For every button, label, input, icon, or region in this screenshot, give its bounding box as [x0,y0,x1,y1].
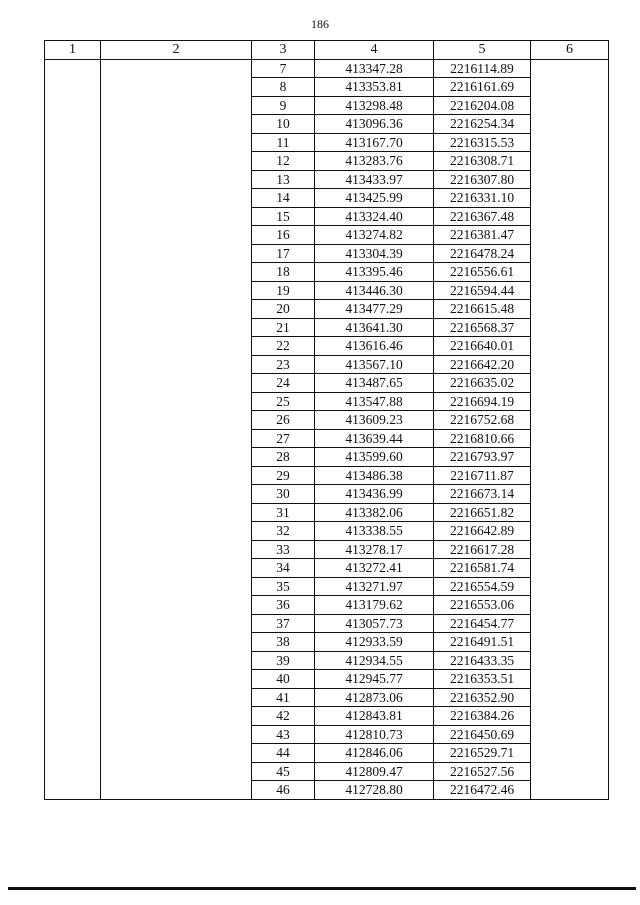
cell-y-coordinate: 2216472.46 [434,781,531,800]
cell-point-number: 32 [252,522,315,541]
cell-y-coordinate: 2216694.19 [434,392,531,411]
cell-y-coordinate: 2216367.48 [434,207,531,226]
cell-point-number: 34 [252,559,315,578]
cell-x-coordinate: 413547.88 [315,392,434,411]
cell-point-number: 25 [252,392,315,411]
cell-point-number: 19 [252,281,315,300]
bottom-rule [8,887,636,890]
cell-y-coordinate: 2216568.37 [434,318,531,337]
cell-x-coordinate: 413567.10 [315,355,434,374]
cell-x-coordinate: 413599.60 [315,448,434,467]
cell-y-coordinate: 2216673.14 [434,485,531,504]
cell-x-coordinate: 413486.38 [315,466,434,485]
table-header-row [45,41,609,60]
cell-y-coordinate: 2216651.82 [434,503,531,522]
cell-y-coordinate: 2216642.20 [434,355,531,374]
cell-point-number: 23 [252,355,315,374]
cell-x-coordinate: 413278.17 [315,540,434,559]
cell-x-coordinate: 413641.30 [315,318,434,337]
column-header-5: 5 [434,41,531,60]
cell-col2-merged [101,59,252,799]
cell-point-number: 20 [252,300,315,319]
cell-y-coordinate: 2216161.69 [434,78,531,97]
cell-y-coordinate: 2216315.53 [434,133,531,152]
cell-point-number: 17 [252,244,315,263]
cell-y-coordinate: 2216642.89 [434,522,531,541]
cell-point-number: 9 [252,96,315,115]
cell-x-coordinate: 412873.06 [315,688,434,707]
cell-x-coordinate: 413167.70 [315,133,434,152]
cell-y-coordinate: 2216594.44 [434,281,531,300]
cell-y-coordinate: 2216554.59 [434,577,531,596]
cell-point-number: 46 [252,781,315,800]
cell-x-coordinate: 412843.81 [315,707,434,726]
cell-point-number: 21 [252,318,315,337]
cell-x-coordinate: 412810.73 [315,725,434,744]
cell-point-number: 39 [252,651,315,670]
cell-x-coordinate: 413487.65 [315,374,434,393]
cell-y-coordinate: 2216433.35 [434,651,531,670]
cell-point-number: 27 [252,429,315,448]
cell-point-number: 16 [252,226,315,245]
cell-point-number: 15 [252,207,315,226]
cell-x-coordinate: 413274.82 [315,226,434,245]
cell-x-coordinate: 413616.46 [315,337,434,356]
cell-y-coordinate: 2216617.28 [434,540,531,559]
cell-x-coordinate: 413395.46 [315,263,434,282]
cell-y-coordinate: 2216556.61 [434,263,531,282]
cell-point-number: 26 [252,411,315,430]
cell-point-number: 18 [252,263,315,282]
cell-point-number: 45 [252,762,315,781]
cell-y-coordinate: 2216752.68 [434,411,531,430]
cell-y-coordinate: 2216331.10 [434,189,531,208]
cell-point-number: 11 [252,133,315,152]
cell-x-coordinate: 412945.77 [315,670,434,689]
table-row [45,59,609,78]
cell-y-coordinate: 2216635.02 [434,374,531,393]
cell-y-coordinate: 2216254.34 [434,115,531,134]
cell-point-number: 12 [252,152,315,171]
column-header-6: 6 [531,41,609,60]
cell-point-number: 29 [252,466,315,485]
cell-point-number: 22 [252,337,315,356]
cell-y-coordinate: 2216553.06 [434,596,531,615]
cell-y-coordinate: 2216381.47 [434,226,531,245]
coordinates-table [44,40,609,800]
cell-y-coordinate: 2216384.26 [434,707,531,726]
cell-y-coordinate: 2216353.51 [434,670,531,689]
column-header-2: 2 [101,41,252,60]
cell-x-coordinate: 413347.28 [315,59,434,78]
column-header-1: 1 [45,41,101,60]
cell-x-coordinate: 413433.97 [315,170,434,189]
cell-point-number: 37 [252,614,315,633]
cell-x-coordinate: 413446.30 [315,281,434,300]
cell-x-coordinate: 413477.29 [315,300,434,319]
cell-x-coordinate: 413057.73 [315,614,434,633]
cell-col1-merged [45,59,101,799]
cell-y-coordinate: 2216308.71 [434,152,531,171]
cell-point-number: 13 [252,170,315,189]
cell-x-coordinate: 413271.97 [315,577,434,596]
cell-x-coordinate: 413096.36 [315,115,434,134]
cell-point-number: 38 [252,633,315,652]
cell-y-coordinate: 2216204.08 [434,96,531,115]
cell-x-coordinate: 413324.40 [315,207,434,226]
cell-y-coordinate: 2216529.71 [434,744,531,763]
cell-point-number: 42 [252,707,315,726]
cell-x-coordinate: 413425.99 [315,189,434,208]
table-body [45,59,609,799]
cell-y-coordinate: 2216640.01 [434,337,531,356]
page-number: 186 [311,17,329,31]
cell-point-number: 31 [252,503,315,522]
cell-x-coordinate: 412809.47 [315,762,434,781]
cell-point-number: 24 [252,374,315,393]
cell-point-number: 30 [252,485,315,504]
cell-x-coordinate: 413179.62 [315,596,434,615]
cell-point-number: 41 [252,688,315,707]
cell-x-coordinate: 413382.06 [315,503,434,522]
cell-point-number: 28 [252,448,315,467]
cell-x-coordinate: 413272.41 [315,559,434,578]
cell-x-coordinate: 413304.39 [315,244,434,263]
cell-y-coordinate: 2216711.87 [434,466,531,485]
cell-col6-merged [531,59,609,799]
cell-x-coordinate: 413639.44 [315,429,434,448]
cell-point-number: 14 [252,189,315,208]
cell-point-number: 35 [252,577,315,596]
cell-y-coordinate: 2216114.89 [434,59,531,78]
cell-y-coordinate: 2216450.69 [434,725,531,744]
cell-x-coordinate: 412933.59 [315,633,434,652]
cell-point-number: 7 [252,59,315,78]
cell-x-coordinate: 413353.81 [315,78,434,97]
column-header-3: 3 [252,41,315,60]
cell-y-coordinate: 2216352.90 [434,688,531,707]
cell-x-coordinate: 413283.76 [315,152,434,171]
cell-point-number: 8 [252,78,315,97]
cell-x-coordinate: 412846.06 [315,744,434,763]
cell-point-number: 40 [252,670,315,689]
cell-y-coordinate: 2216810.66 [434,429,531,448]
cell-point-number: 44 [252,744,315,763]
cell-point-number: 10 [252,115,315,134]
cell-x-coordinate: 412728.80 [315,781,434,800]
cell-y-coordinate: 2216491.51 [434,633,531,652]
cell-x-coordinate: 413436.99 [315,485,434,504]
cell-point-number: 33 [252,540,315,559]
cell-point-number: 43 [252,725,315,744]
cell-x-coordinate: 412934.55 [315,651,434,670]
column-header-4: 4 [315,41,434,60]
cell-y-coordinate: 2216478.24 [434,244,531,263]
cell-y-coordinate: 2216454.77 [434,614,531,633]
cell-y-coordinate: 2216793.97 [434,448,531,467]
cell-y-coordinate: 2216307.80 [434,170,531,189]
cell-y-coordinate: 2216615.48 [434,300,531,319]
cell-y-coordinate: 2216581.74 [434,559,531,578]
cell-x-coordinate: 413609.23 [315,411,434,430]
cell-x-coordinate: 413338.55 [315,522,434,541]
cell-y-coordinate: 2216527.56 [434,762,531,781]
cell-point-number: 36 [252,596,315,615]
cell-x-coordinate: 413298.48 [315,96,434,115]
